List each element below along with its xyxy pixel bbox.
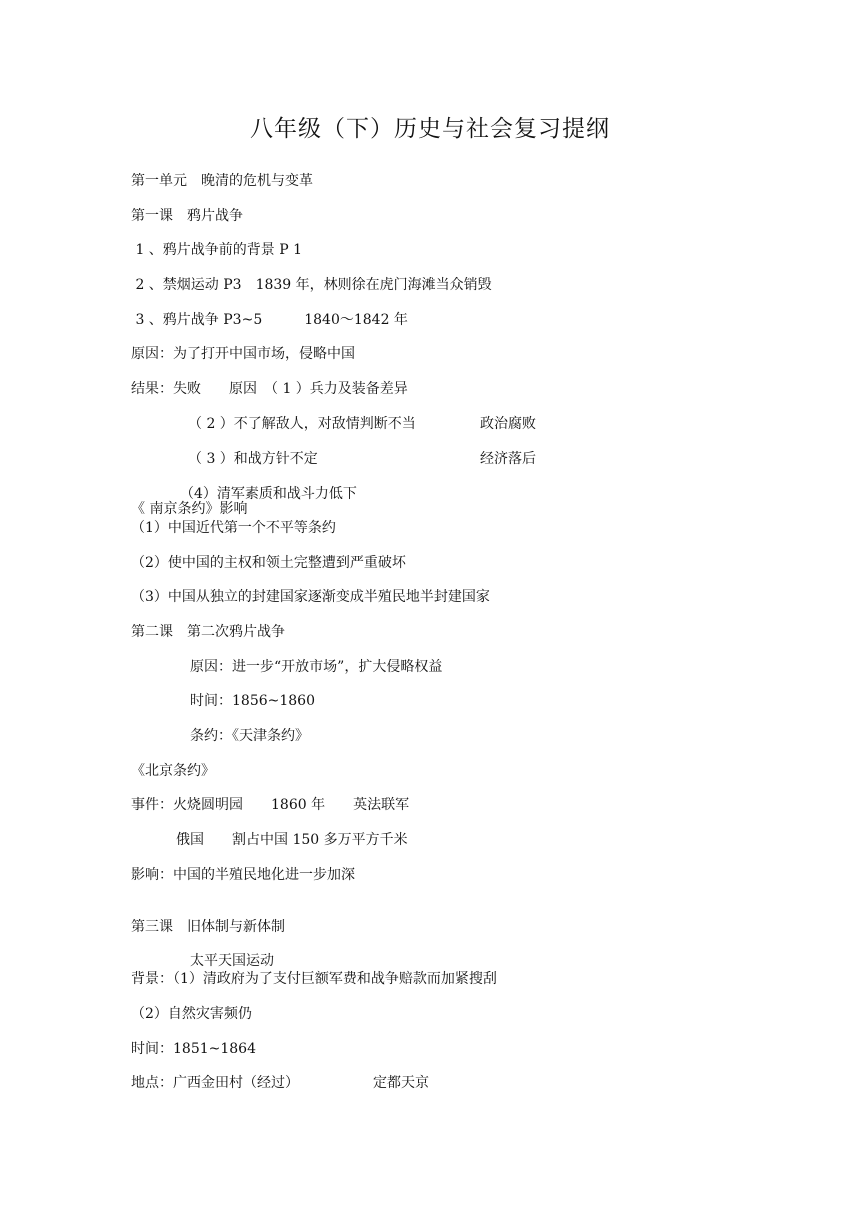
text-line: 背景：（1）清政府为了支付巨额军费和战争赔款而加紧搜刮 xyxy=(131,971,497,987)
text-line: （ 2 ）不了解敌人，对敌情判断不当 xyxy=(188,416,416,432)
text-line: 结果：失败 原因 （ 1 ）兵力及装备差异 xyxy=(131,381,408,397)
text-line: 政治腐败 xyxy=(480,416,536,432)
text-line: 《北京条约》 xyxy=(131,763,215,779)
document-title: 八年级（下）历史与社会复习提纲 xyxy=(250,116,610,142)
text-line: 经济落后 xyxy=(480,451,536,467)
text-line: 条约：《天津条约》 xyxy=(190,728,309,744)
lesson-heading: 第一课 鸦片战争 xyxy=(131,208,243,224)
text-line: 《 南京条约》影响 xyxy=(131,501,248,517)
text-line: （2）使中国的主权和领土完整遭到严重破坏 xyxy=(131,555,406,571)
text-line: 事件：火烧圆明园 1860 年 英法联军 xyxy=(131,797,410,813)
text-line: 2 、禁烟运动 P3 1839 年，林则徐在虎门海滩当众销毁 xyxy=(131,277,492,293)
text-line: 俄国 割占中国 150 多万平方千米 xyxy=(176,832,408,848)
text-line: （1）中国近代第一个不平等条约 xyxy=(131,520,336,536)
lesson-heading: 第二课 第二次鸦片战争 xyxy=(131,624,285,640)
unit-heading: 第一单元 晚清的危机与变革 xyxy=(131,173,313,189)
text-line: 时间：1851~1864 xyxy=(131,1041,256,1057)
text-line: 1 、鸦片战争前的背景 P 1 xyxy=(131,242,303,258)
text-line: 地点：广西金田村（经过） xyxy=(131,1075,299,1091)
text-line: （2）自然灾害频仍 xyxy=(131,1006,252,1022)
text-line: 时间：1856~1860 xyxy=(190,693,315,709)
text-line: 原因：为了打开中国市场，侵略中国 xyxy=(131,346,355,362)
text-line: （4）清军素质和战斗力低下 xyxy=(180,486,357,502)
text-line: （3）中国从独立的封建国家逐渐变成半殖民地半封建国家 xyxy=(131,589,490,605)
lesson-heading: 第三课 旧体制与新体制 xyxy=(131,919,285,935)
text-line: 定都天京 xyxy=(373,1075,429,1091)
text-line: 3 、鸦片战争 P3~5 1840～1842 年 xyxy=(131,312,408,328)
text-line: 太平天国运动 xyxy=(190,953,274,969)
text-line: （ 3 ）和战方针不定 xyxy=(188,451,318,467)
text-line: 原因：进一步“开放市场”，扩大侵略权益 xyxy=(190,659,443,675)
text-line: 影响：中国的半殖民地化进一步加深 xyxy=(131,867,355,883)
